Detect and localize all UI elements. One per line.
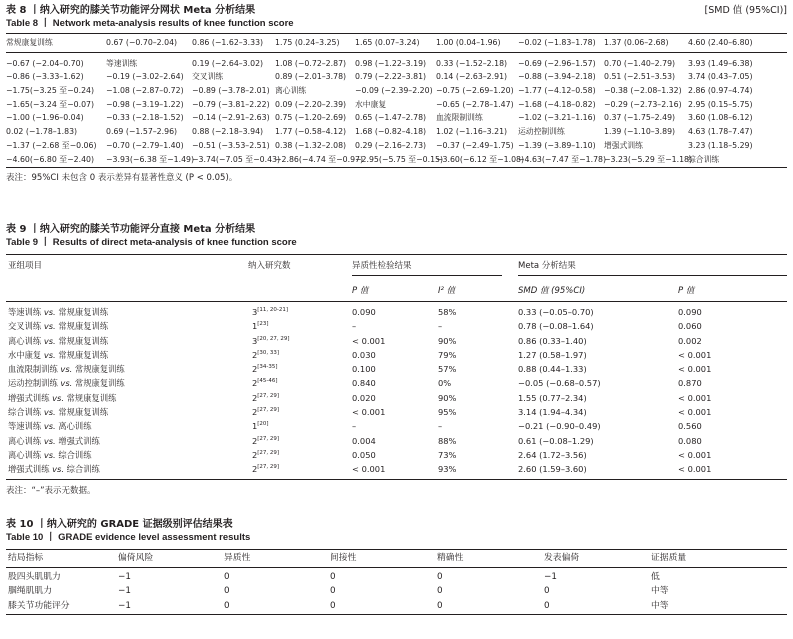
table8-cell: 0.29 (−2.16–2.73): [355, 140, 427, 150]
table8-cell: 0.37 (−1.75–2.49): [604, 113, 676, 123]
table8-row-label: 常规康复训练: [6, 38, 53, 47]
table9-header-p2: [678, 284, 694, 296]
table9-row: [6, 405, 787, 419]
table9-refs: [27, 29]: [257, 464, 280, 471]
table8-cell: 0.69 (−1.57–2.96): [106, 127, 178, 137]
table9-study-n: 2: [252, 349, 258, 360]
table9-item: 增强式训练 vs. 综合训练: [8, 464, 100, 475]
table8-cell: 0.70 (−1.40–2.79): [604, 58, 676, 68]
table9-study-count: [252, 419, 269, 433]
table9-header-p-text: P 值: [352, 286, 369, 296]
vs-label: vs.: [43, 349, 56, 360]
table8-cell: 0.88 (−2.18–3.94): [192, 127, 264, 137]
table9-header-studies: 纳入研究数: [248, 261, 291, 271]
table9-smd: 2.64 (1.72–3.56): [518, 449, 587, 460]
table9-p2: < 0.001: [678, 464, 712, 475]
table8-cell: −0.67 (−2.04–0.70): [6, 58, 84, 68]
table8-first-row: [6, 36, 787, 50]
table8-cell: 0.98 (−1.22–3.19): [355, 58, 427, 68]
table10-header-cell: 精确性: [437, 553, 464, 563]
table9-refs: [27, 29]: [257, 392, 280, 399]
table9-header-smd: [518, 284, 585, 296]
table9-i2: 79%: [438, 349, 457, 360]
vs-label: vs.: [43, 435, 56, 446]
table8-row: [6, 153, 787, 167]
table8-cell: 1.00 (0.04–1.96): [436, 38, 501, 47]
table8-cell: −2.95(−5.75 至−0.15): [355, 154, 444, 164]
table10-cell: 0: [437, 586, 443, 597]
table8-cell: 0.09 (−2.20–2.39): [275, 99, 347, 109]
table9-p2: 0.060: [678, 321, 702, 332]
table9-study-n: 2: [252, 392, 258, 403]
table9-caption-en: Table 9 丨 Results of direct meta-analysis of knee function score: [6, 237, 297, 248]
table8-cell: 0.19 (−2.64–3.02): [192, 58, 264, 68]
vs-label: vs.: [43, 307, 56, 317]
table8-cell: 0.89 (−2.01–3.78): [275, 72, 347, 82]
table8-cell: −0.09 (−2.39–2.20): [355, 86, 433, 96]
table10-cell: 腘绳肌肌力: [8, 586, 52, 597]
table8-cell: 1.02 (−1.16–3.21): [436, 127, 508, 137]
table10-cell: 0: [544, 600, 550, 611]
table9-item: 运动控制训练 vs. 常规康复训练: [8, 378, 125, 389]
table8-first-row-container: [6, 34, 787, 52]
table9-i2: 93%: [438, 464, 457, 475]
table9-smd: 3.14 (1.94–4.34): [518, 407, 587, 418]
table9-header-smd-text: SMD 值 (95%CI): [518, 286, 586, 296]
table10-body: [6, 570, 787, 613]
table8-cell: 4.63 (1.78–7.47): [688, 127, 753, 137]
vs-label: vs.: [43, 335, 56, 346]
table8-cell: −1.75(−3.25 至−0.24): [6, 86, 95, 96]
table10-cell: 0: [224, 586, 230, 597]
table9-row: [6, 362, 787, 376]
table9-row: [6, 319, 787, 333]
table9-row: [6, 391, 787, 405]
table9-smd: 0.61 (−0.08–1.29): [518, 435, 594, 446]
table8-cell: −0.69 (−2.96–1.57): [518, 58, 596, 68]
table9-p: 0.840: [352, 378, 376, 389]
table8-cell: −3.93(−6.38 至−1.49): [106, 154, 195, 164]
table10-cell: 0: [437, 600, 443, 611]
table9-i2: 57%: [438, 364, 457, 375]
table8-cell: 3.93 (1.49–6.38): [688, 58, 753, 68]
table10-header-row: [6, 550, 787, 567]
table8-cell: −4.63(−7.47 至−1.78): [518, 154, 607, 164]
table9-smd: −0.21 (−0.90–0.49): [518, 421, 601, 432]
table9-item: 交叉训练 vs. 常规康复训练: [8, 321, 109, 332]
table8-cell: −0.33 (−2.18–1.52): [106, 113, 184, 123]
table10-caption-en: Table 10 丨 GRADE evidence level assessment results: [6, 532, 251, 543]
table9-p: 0.020: [352, 392, 376, 403]
table9-p2: < 0.001: [678, 407, 712, 418]
table8-cell: −0.70 (−2.79–1.40): [106, 140, 184, 150]
table9-p2: < 0.001: [678, 364, 712, 375]
table9-study-count: [252, 376, 278, 390]
table8-cell: 0.65 (−1.47–2.78): [355, 113, 427, 123]
table9-refs: [45-46]: [257, 378, 278, 385]
table9-study-n: 2: [252, 435, 258, 446]
table9-item: 增强式训练 vs. 常规康复训练: [8, 392, 117, 403]
table9-row: [6, 348, 787, 362]
table10-header-cell: 发表偏倚: [544, 553, 580, 563]
table8-cell: 3.74 (0.43–7.05): [688, 72, 753, 82]
table8-cell: 1.08 (−0.72–2.87): [275, 58, 347, 68]
table10-cell: 0: [224, 600, 230, 611]
table8-caption-en: Table 8 丨 Network meta-analysis results of knee function score: [6, 18, 294, 29]
table8-cell: −1.77 (−4.12–0.58): [518, 86, 596, 96]
table9-study-count: [252, 348, 279, 362]
table8-cell: −3.74(−7.05 至−0.43): [192, 154, 281, 164]
table9-study-count: [252, 462, 279, 476]
table8-row: [6, 84, 787, 98]
table9-body: [6, 305, 787, 477]
table8-cell: −1.08 (−2.87–0.72): [106, 86, 184, 96]
table9-refs: [23]: [257, 321, 269, 328]
table9-header: [6, 255, 787, 301]
table10-row: [6, 599, 787, 613]
table8-cell: −2.86(−4.74 至−0.97): [275, 154, 364, 164]
table9: [6, 223, 787, 498]
table9-row: [6, 462, 787, 476]
table9-header-rule: [6, 301, 787, 302]
table8-row: [6, 70, 787, 84]
table10-row: [6, 584, 787, 598]
table8-cell: 3.60 (1.08–6.12): [688, 113, 753, 123]
table9-p: 0.100: [352, 364, 376, 375]
table9-p: < 0.001: [352, 464, 386, 475]
table9-p: –: [352, 321, 357, 332]
table8-row: [6, 57, 787, 71]
table10: [6, 518, 787, 615]
vs-label: vs.: [43, 321, 56, 332]
table8-cell: 1.75 (0.24–3.25): [275, 38, 340, 47]
table8-cell: 0.67 (−0.70–2.04): [106, 38, 178, 47]
table8-diagonal-label: 增强式训练: [604, 140, 643, 150]
table8-cell: −1.37 (−2.68 至−0.06): [6, 140, 97, 150]
table8-cell: 0.14 (−2.63–2.91): [436, 72, 508, 82]
table8-cell: −0.19 (−3.02–2.64): [106, 72, 184, 82]
vs-label: vs.: [52, 392, 64, 403]
table9-study-count: [252, 434, 279, 448]
table10-header-rule: [6, 567, 787, 568]
table10-cell: 0: [330, 572, 336, 582]
vs-label: vs.: [60, 378, 73, 389]
table9-p2: 0.002: [678, 335, 702, 346]
table9-item: 离心训练 vs. 增强式训练: [8, 435, 100, 446]
table8-diagonal-label: 水中康复: [355, 99, 387, 109]
table10-cell: 0: [330, 600, 336, 611]
table9-smd: 0.33 (−0.05–0.70): [518, 307, 594, 317]
table8-cell: −0.02 (−1.83–1.78): [518, 38, 596, 47]
table9-item: 等速训练 vs. 离心训练: [8, 421, 92, 432]
table9-heterogeneity-rule: [352, 275, 502, 276]
table8-row: [6, 125, 787, 139]
table10-cell: 0: [330, 586, 336, 597]
table9-p2: < 0.001: [678, 349, 712, 360]
table9-study-n: 2: [252, 378, 258, 389]
table8-cell: −0.65 (−2.78–1.47): [436, 99, 514, 109]
table9-item: 水中康复 vs. 常规康复训练: [8, 349, 109, 360]
table9-refs: [27, 29]: [257, 435, 280, 442]
table9-p2: 0.080: [678, 435, 702, 446]
table8-cell: −0.88 (−3.94–2.18): [518, 72, 596, 82]
table9-study-n: 2: [252, 407, 258, 418]
table10-row: [6, 570, 787, 584]
table9-p: 0.004: [352, 435, 376, 446]
table10-cell: −1: [118, 572, 131, 582]
table8-cell: −1.65(−3.24 至−0.07): [6, 99, 95, 109]
table10-cell: 中等: [651, 586, 669, 597]
table8-bottom-rule: [6, 167, 787, 168]
table10-caption-zh: 表 10 丨纳入研究的 GRADE 证据级别评估结果表: [6, 519, 233, 530]
table9-meta-rule: [518, 275, 787, 276]
table9-p: < 0.001: [352, 335, 386, 346]
table8-cell: −1.39 (−3.89–1.10): [518, 140, 596, 150]
table10-cell: 中等: [651, 600, 669, 611]
table9-p: < 0.001: [352, 407, 386, 418]
table10-cell: −1: [118, 600, 131, 611]
table9-study-count: [252, 305, 288, 319]
table9-smd: 1.55 (0.77–2.34): [518, 392, 587, 403]
table8-diagonal-label: 离心训练: [275, 86, 307, 96]
table9-row: [6, 448, 787, 462]
table8-cell: −1.02 (−3.21–1.16): [518, 113, 596, 123]
table8-cell: −0.38 (−2.08–1.32): [604, 86, 682, 96]
table8-cell: 1.77 (−0.58–4.12): [275, 127, 347, 137]
table9-study-count: [252, 362, 278, 376]
table9-p: 0.050: [352, 449, 376, 460]
table9-item: 离心训练 vs. 常规康复训练: [8, 335, 109, 346]
table8-cell: 2.86 (0.97–4.74): [688, 86, 753, 96]
table8-diagonal-label: 血流限制训练: [436, 113, 483, 123]
table9-i2: 95%: [438, 407, 457, 418]
table8-cell: −3.60(−6.12 至−1.08): [436, 154, 525, 164]
table9-i2: 58%: [438, 307, 457, 317]
table8-cell: −0.89 (−3.78–2.01): [192, 86, 270, 96]
table8-cell: −0.37 (−2.49–1.75): [436, 140, 514, 150]
table9-item: 等速训练 vs. 常规康复训练: [8, 307, 109, 317]
table8: [6, 4, 787, 185]
table10-cell: 0: [544, 586, 550, 597]
table10-cell: 0: [437, 572, 443, 582]
table9-study-count: [252, 405, 279, 419]
table8-note: 表注：95%CI 未包含 0 表示差异有显著性意义 (P < 0.05)。: [6, 173, 238, 184]
table10-header-cell: 异质性: [224, 553, 251, 563]
table9-row: [6, 305, 787, 319]
table9-smd: 0.78 (−0.08–1.64): [518, 321, 594, 332]
table8-cell: −4.60(−6.80 至−2.40): [6, 154, 95, 164]
table9-refs: [27, 29]: [257, 449, 280, 456]
table9-p: 0.090: [352, 307, 376, 317]
table8-cell: 3.23 (1.18–5.29): [688, 140, 753, 150]
table9-p2: 0.870: [678, 378, 702, 389]
table9-i2: 90%: [438, 392, 457, 403]
table9-refs: [20, 27, 29]: [257, 335, 290, 342]
table8-cell: −3.23(−5.29 至−1.18): [604, 154, 693, 164]
table9-header-meta: Meta 分析结果: [518, 261, 576, 271]
table9-item: 离心训练 vs. 综合训练: [8, 449, 92, 460]
table9-study-n: 2: [252, 449, 258, 460]
table8-cell: 0.33 (−1.52–2.18): [436, 58, 508, 68]
table8-cell: 1.37 (0.06–2.68): [604, 38, 669, 47]
table9-header-p: [352, 284, 368, 296]
table8-caption-zh: 表 8 丨纳入研究的膝关节功能评分网状 Meta 分析结果: [6, 5, 256, 16]
table9-i2: –: [438, 421, 443, 432]
table8-diagonal-label: 等速训练: [106, 58, 138, 68]
table10-header-cell: 偏倚风险: [118, 553, 154, 563]
table8-cell: 0.75 (−1.20–2.69): [275, 113, 347, 123]
table9-study-count: [252, 334, 290, 348]
table9-row: [6, 334, 787, 348]
table8-cell: 2.95 (0.15–5.75): [688, 99, 753, 109]
table9-smd: 1.27 (0.58–1.97): [518, 349, 587, 360]
table9-p2: 0.560: [678, 421, 702, 432]
table8-cell: 0.86 (−1.62–3.33): [192, 38, 264, 47]
table9-refs: [11, 20-21]: [257, 307, 289, 313]
table9-study-count: [252, 448, 279, 462]
table8-caption: [6, 4, 787, 30]
table8-cell: −0.79 (−3.81–2.22): [192, 99, 270, 109]
table9-header-heterogeneity: 异质性检验结果: [352, 261, 412, 271]
table8-cell: −0.98 (−3.19–1.22): [106, 99, 184, 109]
table9-refs: [27, 29]: [257, 407, 280, 414]
table9-smd: 2.60 (1.59–3.60): [518, 464, 587, 475]
vs-label: vs.: [43, 407, 56, 418]
table8-diagonal-label: 运动控制训练: [518, 127, 565, 137]
table9-p2: < 0.001: [678, 449, 712, 460]
table9-study-count: [252, 319, 269, 333]
table9-smd: 0.86 (0.33–1.40): [518, 335, 587, 346]
table9-smd: −0.05 (−0.68–0.57): [518, 378, 601, 389]
table8-header-rule: [6, 52, 787, 53]
table9-i2: 73%: [438, 449, 457, 460]
table9-refs: [20]: [257, 421, 269, 428]
table8-cell: −0.14 (−2.91–2.63): [192, 113, 270, 123]
table9-study-n: 3: [252, 335, 258, 346]
table9-row: [6, 434, 787, 448]
table9-caption-zh: 表 9 丨纳入研究的膝关节功能评分直接 Meta 分析结果: [6, 224, 256, 235]
table8-cell: 1.39 (−1.10–3.89): [604, 127, 676, 137]
table10-header-cell: 结局指标: [8, 553, 44, 563]
table10-cell: 膝关节功能评分: [8, 600, 70, 611]
table9-study-n: 2: [252, 464, 258, 475]
table9-study-n: 1: [252, 321, 258, 332]
table8-cell: 4.60 (2.40–6.80): [688, 38, 753, 47]
table10-header-cell: 间接性: [330, 553, 357, 563]
table10-cell: −1: [544, 572, 557, 582]
table8-cell: 0.79 (−2.22–3.81): [355, 72, 427, 82]
table9-smd: 0.88 (0.44–1.33): [518, 364, 587, 375]
table10-bottom-rule: [6, 614, 787, 615]
table9-i2: 90%: [438, 335, 457, 346]
vs-label: vs.: [52, 464, 64, 475]
table10-cell: −1: [118, 586, 131, 597]
table9-p2: 0.090: [678, 307, 702, 317]
table9-study-n: 3: [252, 307, 258, 317]
table9-row: [6, 419, 787, 433]
table9-header-subgroup: 亚组项目: [8, 261, 43, 271]
table9-i2: 0%: [438, 378, 452, 389]
table9-study-n: 2: [252, 364, 258, 375]
table9-header-i2-text: I² 值: [438, 286, 456, 296]
vs-label: vs.: [60, 364, 73, 375]
table8-cell: 0.51 (−2.51–3.53): [604, 72, 676, 82]
table8-row: [6, 98, 787, 112]
table8-diagonal-label: 交叉训练: [192, 72, 224, 82]
table9-study-n: 1: [252, 421, 258, 432]
table9-header-i2: [438, 284, 455, 296]
vs-label: vs.: [43, 449, 56, 460]
table10-cell: 低: [651, 572, 660, 582]
table9-p: –: [352, 421, 357, 432]
table8-diagonal-label: 综合训练: [688, 154, 720, 164]
table8-cell: −0.86 (−3.33–1.62): [6, 72, 84, 82]
table8-cell: −1.00 (−1.96–0.04): [6, 113, 84, 123]
table8-cell: −0.29 (−2.73–2.16): [604, 99, 682, 109]
table8-cell: −1.68 (−4.18–0.82): [518, 99, 596, 109]
table8-row: [6, 111, 787, 125]
table9-study-count: [252, 391, 279, 405]
table10-header-cell: 证据质量: [651, 553, 687, 563]
table8-cell: −0.51 (−3.53–2.51): [192, 140, 270, 150]
table8-cell: 1.68 (−0.82–4.18): [355, 127, 427, 137]
table9-item: 血流限制训练 vs. 常规康复训练: [8, 364, 125, 375]
table9-p2: < 0.001: [678, 392, 712, 403]
table10-cell: 股四头肌肌力: [8, 572, 61, 582]
table8-body: [6, 57, 787, 167]
table10-cell: 0: [224, 572, 230, 582]
table9-note: 表注：“–”表示无数据。: [6, 485, 96, 496]
table8-measure-label: [SMD 值 (95%CI)]: [704, 5, 787, 16]
table9-refs: [34-35]: [257, 364, 278, 371]
table9-header-p2-text: P 值: [678, 286, 695, 296]
table9-item: 综合训练 vs. 常规康复训练: [8, 407, 109, 418]
table9-i2: 88%: [438, 435, 457, 446]
table8-cell: −0.75 (−2.69–1.20): [436, 86, 514, 96]
table8-cell: 0.38 (−1.32–2.08): [275, 140, 347, 150]
table9-bottom-rule: [6, 479, 787, 480]
table9-row: [6, 376, 787, 390]
table8-cell: 0.02 (−1.78–1.83): [6, 127, 78, 137]
table8-cell: 1.65 (0.07–3.24): [355, 38, 420, 47]
table9-p: 0.030: [352, 349, 376, 360]
table8-row: [6, 139, 787, 153]
table9-refs: [30, 33]: [257, 349, 280, 356]
vs-label: vs.: [43, 421, 56, 432]
table9-i2: –: [438, 321, 443, 332]
table10-header: [6, 550, 787, 567]
